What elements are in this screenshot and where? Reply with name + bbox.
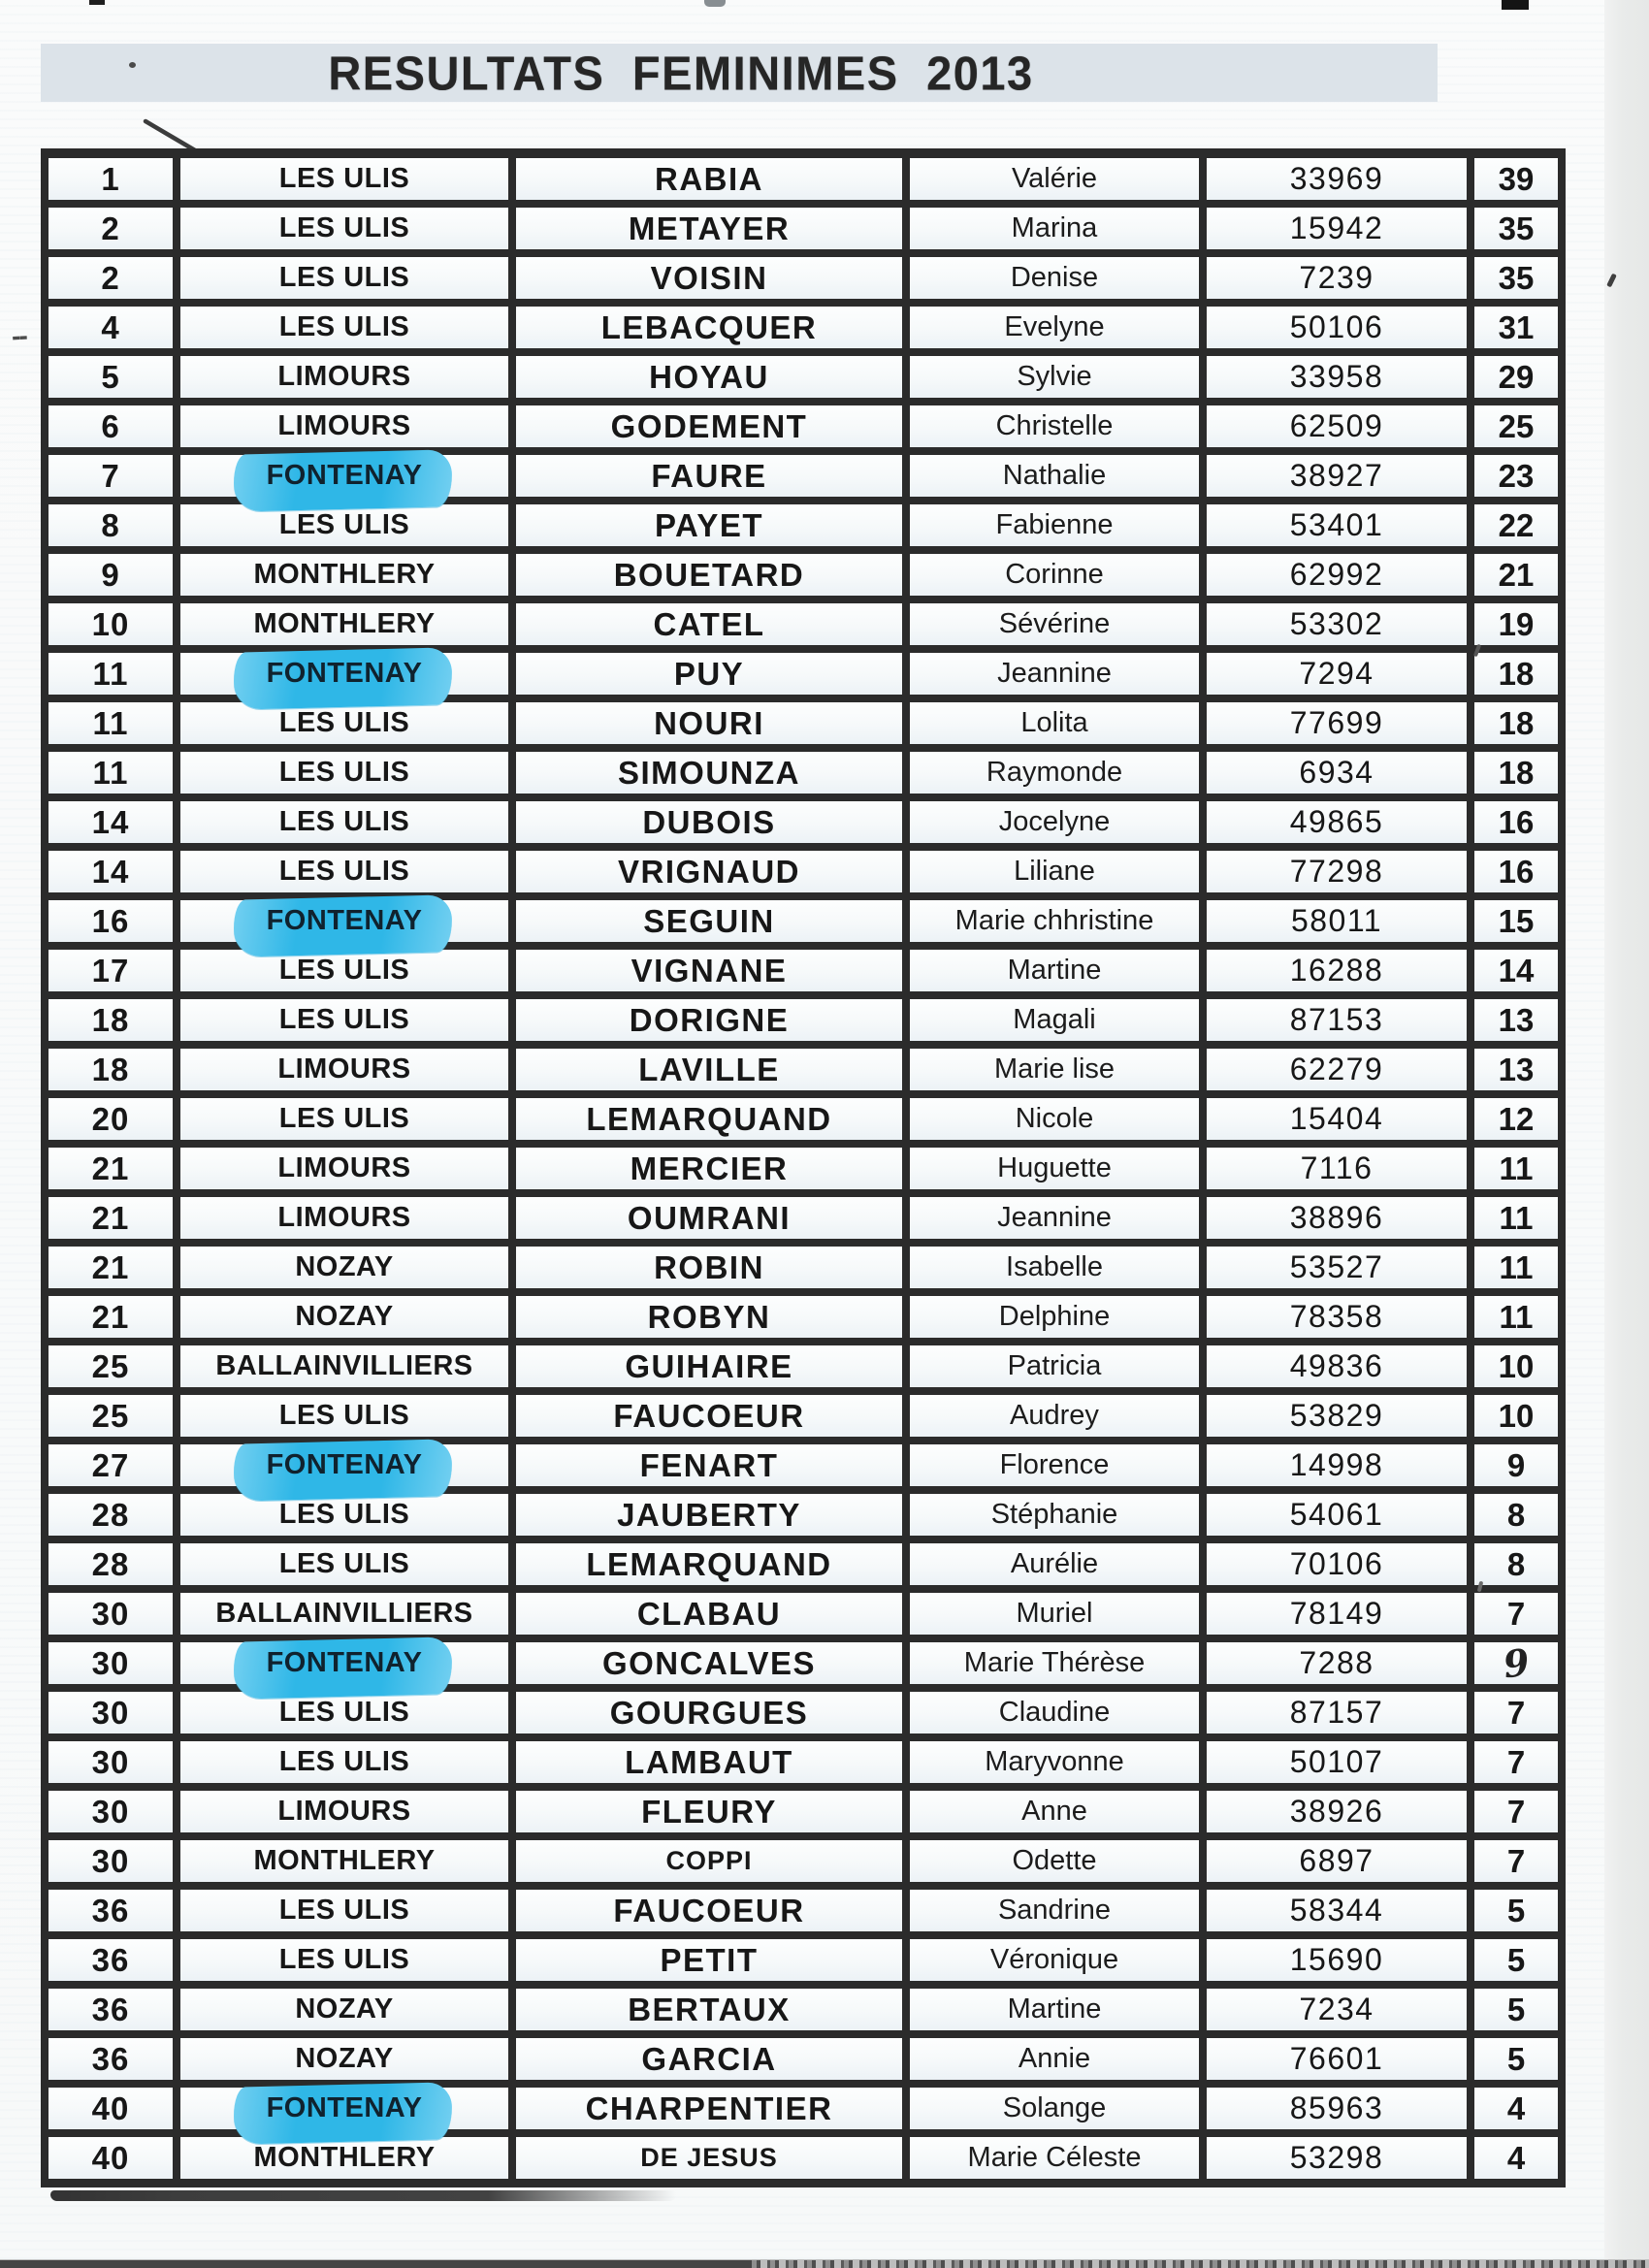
club-cell: LES ULIS bbox=[180, 1692, 508, 1733]
points-cell: 16 bbox=[1474, 801, 1558, 843]
club-cell: NOZAY bbox=[180, 2038, 508, 2080]
license-cell: 7239 bbox=[1207, 257, 1467, 299]
rank-cell: 30 bbox=[48, 1642, 173, 1684]
firstname-cell: Solange bbox=[910, 2088, 1199, 2129]
license-cell: 78149 bbox=[1207, 1593, 1467, 1635]
license-cell: 62279 bbox=[1207, 1049, 1467, 1090]
rank-cell: 4 bbox=[48, 307, 173, 348]
points-cell: 5 bbox=[1474, 1890, 1558, 1931]
club-cell: LES ULIS bbox=[180, 801, 508, 843]
club-cell: NOZAY bbox=[180, 1296, 508, 1338]
rank-cell: 25 bbox=[48, 1395, 173, 1437]
lastname-cell: LEMARQUAND bbox=[516, 1098, 902, 1140]
lastname-cell: GODEMENT bbox=[516, 405, 902, 447]
points-cell: 16 bbox=[1474, 851, 1558, 892]
rank-cell: 18 bbox=[48, 999, 173, 1041]
license-cell: 38927 bbox=[1207, 455, 1467, 497]
license-cell: 78358 bbox=[1207, 1296, 1467, 1338]
firstname-cell: Jocelyne bbox=[910, 801, 1199, 843]
points-cell: 18 bbox=[1474, 702, 1558, 744]
license-cell: 85963 bbox=[1207, 2088, 1467, 2129]
firstname-cell: Claudine bbox=[910, 1692, 1199, 1733]
license-cell: 53401 bbox=[1207, 504, 1467, 546]
firstname-cell: Fabienne bbox=[910, 504, 1199, 546]
license-cell: 33969 bbox=[1207, 158, 1467, 200]
rank-cell: 14 bbox=[48, 851, 173, 892]
points-cell: 8 bbox=[1474, 1494, 1558, 1536]
license-cell: 7294 bbox=[1207, 653, 1467, 695]
pen-dash-mark: -- bbox=[11, 320, 27, 352]
club-cell: LES ULIS bbox=[180, 1494, 508, 1536]
lastname-cell: FAURE bbox=[516, 455, 902, 497]
club-cell: LES ULIS bbox=[180, 257, 508, 299]
club-cell: LES ULIS bbox=[180, 1939, 508, 1981]
club-cell: LES ULIS bbox=[180, 702, 508, 744]
points-cell: 23 bbox=[1474, 455, 1558, 497]
results-table bbox=[41, 148, 1566, 2187]
firstname-cell: Nicole bbox=[910, 1098, 1199, 1140]
firstname-cell: Martine bbox=[910, 950, 1199, 991]
rank-cell: 6 bbox=[48, 405, 173, 447]
points-cell: 4 bbox=[1474, 2088, 1558, 2129]
rank-cell: 40 bbox=[48, 2137, 173, 2179]
lastname-cell: FAUCOEUR bbox=[516, 1890, 902, 1931]
lastname-cell: BOUETARD bbox=[516, 554, 902, 596]
club-cell: LES ULIS bbox=[180, 999, 508, 1041]
license-cell: 70106 bbox=[1207, 1543, 1467, 1585]
rank-cell: 28 bbox=[48, 1543, 173, 1585]
firstname-cell: Denise bbox=[910, 257, 1199, 299]
firstname-cell: Marie chhristine bbox=[910, 900, 1199, 942]
rank-cell: 2 bbox=[48, 257, 173, 299]
firstname-cell: Annie bbox=[910, 2038, 1199, 2080]
club-cell: FONTENAY bbox=[180, 1444, 508, 1486]
rank-cell: 30 bbox=[48, 1593, 173, 1635]
firstname-cell: Sévérine bbox=[910, 603, 1199, 645]
firstname-cell: Isabelle bbox=[910, 1247, 1199, 1288]
club-cell: LIMOURS bbox=[180, 405, 508, 447]
lastname-cell: CLABAU bbox=[516, 1593, 902, 1635]
firstname-cell: Jeannine bbox=[910, 1197, 1199, 1239]
club-cell: BALLAINVILLIERS bbox=[180, 1345, 508, 1387]
club-cell: NOZAY bbox=[180, 1989, 508, 2030]
license-cell: 15942 bbox=[1207, 208, 1467, 249]
firstname-cell: Anne bbox=[910, 1791, 1199, 1832]
points-cell: 9 bbox=[1474, 1642, 1558, 1684]
firstname-cell: Véronique bbox=[910, 1939, 1199, 1981]
lastname-cell: VRIGNAUD bbox=[516, 851, 902, 892]
firstname-cell: Nathalie bbox=[910, 455, 1199, 497]
license-cell: 62992 bbox=[1207, 554, 1467, 596]
points-cell: 11 bbox=[1474, 1296, 1558, 1338]
lastname-cell: COPPI bbox=[516, 1840, 902, 1882]
firstname-cell: Jeannine bbox=[910, 653, 1199, 695]
club-cell: FONTENAY bbox=[180, 900, 508, 942]
license-cell: 87157 bbox=[1207, 1692, 1467, 1733]
points-cell: 22 bbox=[1474, 504, 1558, 546]
license-cell: 50106 bbox=[1207, 307, 1467, 348]
lastname-cell: JAUBERTY bbox=[516, 1494, 902, 1536]
points-cell: 4 bbox=[1474, 2137, 1558, 2179]
license-cell: 77298 bbox=[1207, 851, 1467, 892]
points-cell: 11 bbox=[1474, 1148, 1558, 1189]
scan-bottom-band-striated bbox=[752, 2260, 1649, 2268]
title-band bbox=[41, 44, 1438, 102]
club-cell: LIMOURS bbox=[180, 1049, 508, 1090]
points-cell: 35 bbox=[1474, 208, 1558, 249]
rank-cell: 5 bbox=[48, 356, 173, 398]
license-cell: 53829 bbox=[1207, 1395, 1467, 1437]
club-cell: LES ULIS bbox=[180, 1890, 508, 1931]
rank-cell: 36 bbox=[48, 2038, 173, 2080]
rank-cell: 11 bbox=[48, 653, 173, 695]
club-cell: FONTENAY bbox=[180, 1642, 508, 1684]
points-cell: 21 bbox=[1474, 554, 1558, 596]
scan-edge-mark bbox=[704, 0, 726, 7]
license-cell: 76601 bbox=[1207, 2038, 1467, 2080]
rank-cell: 7 bbox=[48, 455, 173, 497]
lastname-cell: ROBYN bbox=[516, 1296, 902, 1338]
points-cell: 10 bbox=[1474, 1345, 1558, 1387]
points-cell: 29 bbox=[1474, 356, 1558, 398]
points-cell: 35 bbox=[1474, 257, 1558, 299]
points-cell: 19 bbox=[1474, 603, 1558, 645]
firstname-cell: Delphine bbox=[910, 1296, 1199, 1338]
lastname-cell: LEMARQUAND bbox=[516, 1543, 902, 1585]
club-cell: LIMOURS bbox=[180, 1197, 508, 1239]
firstname-cell: Huguette bbox=[910, 1148, 1199, 1189]
license-cell: 14998 bbox=[1207, 1444, 1467, 1486]
scan-edge-shadow bbox=[1604, 0, 1649, 2268]
license-cell: 6934 bbox=[1207, 752, 1467, 794]
rank-cell: 1 bbox=[48, 158, 173, 200]
points-cell: 5 bbox=[1474, 2038, 1558, 2080]
rank-cell: 30 bbox=[48, 1692, 173, 1733]
license-cell: 53527 bbox=[1207, 1247, 1467, 1288]
firstname-cell: Raymonde bbox=[910, 752, 1199, 794]
lastname-cell: LAMBAUT bbox=[516, 1741, 902, 1783]
firstname-cell: Audrey bbox=[910, 1395, 1199, 1437]
points-cell: 5 bbox=[1474, 1989, 1558, 2030]
lastname-cell: ROBIN bbox=[516, 1247, 902, 1288]
club-cell: LES ULIS bbox=[180, 208, 508, 249]
license-cell: 33958 bbox=[1207, 356, 1467, 398]
rank-cell: 14 bbox=[48, 801, 173, 843]
club-cell: LIMOURS bbox=[180, 356, 508, 398]
lastname-cell: RABIA bbox=[516, 158, 902, 200]
rank-cell: 28 bbox=[48, 1494, 173, 1536]
rank-cell: 9 bbox=[48, 554, 173, 596]
rank-cell: 30 bbox=[48, 1840, 173, 1882]
firstname-cell: Magali bbox=[910, 999, 1199, 1041]
lastname-cell: HOYAU bbox=[516, 356, 902, 398]
points-cell: 39 bbox=[1474, 158, 1558, 200]
club-cell: NOZAY bbox=[180, 1247, 508, 1288]
rank-cell: 2 bbox=[48, 208, 173, 249]
license-cell: 7288 bbox=[1207, 1642, 1467, 1684]
lastname-cell: CATEL bbox=[516, 603, 902, 645]
license-cell: 62509 bbox=[1207, 405, 1467, 447]
license-cell: 15404 bbox=[1207, 1098, 1467, 1140]
club-cell: LES ULIS bbox=[180, 307, 508, 348]
rank-cell: 21 bbox=[48, 1197, 173, 1239]
lastname-cell: VOISIN bbox=[516, 257, 902, 299]
license-cell: 49865 bbox=[1207, 801, 1467, 843]
rank-cell: 30 bbox=[48, 1741, 173, 1783]
points-cell: 10 bbox=[1474, 1395, 1558, 1437]
club-cell: MONTHLERY bbox=[180, 1840, 508, 1882]
scan-bottom-band bbox=[0, 2259, 1649, 2268]
license-cell: 38896 bbox=[1207, 1197, 1467, 1239]
lastname-cell: MERCIER bbox=[516, 1148, 902, 1189]
scan-edge-mark bbox=[89, 0, 105, 5]
lastname-cell: DORIGNE bbox=[516, 999, 902, 1041]
firstname-cell: Valérie bbox=[910, 158, 1199, 200]
lastname-cell: CHARPENTIER bbox=[516, 2088, 902, 2129]
rank-cell: 10 bbox=[48, 603, 173, 645]
points-cell: 11 bbox=[1474, 1197, 1558, 1239]
license-cell: 7116 bbox=[1207, 1148, 1467, 1189]
rank-cell: 36 bbox=[48, 1989, 173, 2030]
club-cell: LES ULIS bbox=[180, 1395, 508, 1437]
points-cell: 9 bbox=[1474, 1444, 1558, 1486]
firstname-cell: Marie Céleste bbox=[910, 2137, 1199, 2179]
firstname-cell: Maryvonne bbox=[910, 1741, 1199, 1783]
lastname-cell: LAVILLE bbox=[516, 1049, 902, 1090]
points-cell: 31 bbox=[1474, 307, 1558, 348]
page-title: RESULTATS FEMINIMES 2013 bbox=[328, 46, 1034, 100]
lastname-cell: SEGUIN bbox=[516, 900, 902, 942]
rank-cell: 30 bbox=[48, 1791, 173, 1832]
firstname-cell: Florence bbox=[910, 1444, 1199, 1486]
license-cell: 53298 bbox=[1207, 2137, 1467, 2179]
club-cell: LES ULIS bbox=[180, 1098, 508, 1140]
club-cell: LES ULIS bbox=[180, 1741, 508, 1783]
points-cell: 7 bbox=[1474, 1840, 1558, 1882]
rank-cell: 21 bbox=[48, 1296, 173, 1338]
club-cell: LIMOURS bbox=[180, 1148, 508, 1189]
scan-bottom-band-solid bbox=[0, 2260, 752, 2268]
rank-cell: 21 bbox=[48, 1247, 173, 1288]
points-cell: 7 bbox=[1474, 1593, 1558, 1635]
license-cell: 7234 bbox=[1207, 1989, 1467, 2030]
rank-cell: 36 bbox=[48, 1939, 173, 1981]
firstname-cell: Odette bbox=[910, 1840, 1199, 1882]
club-cell: LES ULIS bbox=[180, 504, 508, 546]
points-cell: 25 bbox=[1474, 405, 1558, 447]
firstname-cell: Muriel bbox=[910, 1593, 1199, 1635]
rank-cell: 25 bbox=[48, 1345, 173, 1387]
rank-cell: 40 bbox=[48, 2088, 173, 2129]
points-cell: 14 bbox=[1474, 950, 1558, 991]
lastname-cell: OUMRANI bbox=[516, 1197, 902, 1239]
club-cell: MONTHLERY bbox=[180, 2137, 508, 2179]
lastname-cell: GARCIA bbox=[516, 2038, 902, 2080]
lastname-cell: GOURGUES bbox=[516, 1692, 902, 1733]
firstname-cell: Stéphanie bbox=[910, 1494, 1199, 1536]
points-cell: 18 bbox=[1474, 653, 1558, 695]
club-cell: MONTHLERY bbox=[180, 554, 508, 596]
points-cell: 13 bbox=[1474, 1049, 1558, 1090]
club-cell: LES ULIS bbox=[180, 851, 508, 892]
lastname-cell: VIGNANE bbox=[516, 950, 902, 991]
lastname-cell: NOURI bbox=[516, 702, 902, 744]
lastname-cell: PETIT bbox=[516, 1939, 902, 1981]
firstname-cell: Corinne bbox=[910, 554, 1199, 596]
firstname-cell: Liliane bbox=[910, 851, 1199, 892]
club-cell: LES ULIS bbox=[180, 158, 508, 200]
club-cell: MONTHLERY bbox=[180, 603, 508, 645]
club-cell: FONTENAY bbox=[180, 653, 508, 695]
license-cell: 49836 bbox=[1207, 1345, 1467, 1387]
rank-cell: 21 bbox=[48, 1148, 173, 1189]
rank-cell: 17 bbox=[48, 950, 173, 991]
points-cell: 5 bbox=[1474, 1939, 1558, 1981]
lastname-cell: SIMOUNZA bbox=[516, 752, 902, 794]
lastname-cell: GONCALVES bbox=[516, 1642, 902, 1684]
rank-cell: 11 bbox=[48, 752, 173, 794]
club-cell: LES ULIS bbox=[180, 950, 508, 991]
club-cell: LES ULIS bbox=[180, 1543, 508, 1585]
club-cell: FONTENAY bbox=[180, 2088, 508, 2129]
ink-smudge bbox=[50, 2190, 676, 2201]
club-cell: FONTENAY bbox=[180, 455, 508, 497]
rank-cell: 16 bbox=[48, 900, 173, 942]
license-cell: 16288 bbox=[1207, 950, 1467, 991]
firstname-cell: Evelyne bbox=[910, 307, 1199, 348]
pen-dot-mark bbox=[129, 62, 136, 68]
lastname-cell: FAUCOEUR bbox=[516, 1395, 902, 1437]
rank-cell: 36 bbox=[48, 1890, 173, 1931]
lastname-cell: GUIHAIRE bbox=[516, 1345, 902, 1387]
firstname-cell: Marie lise bbox=[910, 1049, 1199, 1090]
points-cell: 7 bbox=[1474, 1741, 1558, 1783]
rank-cell: 27 bbox=[48, 1444, 173, 1486]
license-cell: 58011 bbox=[1207, 900, 1467, 942]
points-cell: 11 bbox=[1474, 1247, 1558, 1288]
rank-cell: 20 bbox=[48, 1098, 173, 1140]
club-cell: LES ULIS bbox=[180, 752, 508, 794]
firstname-cell: Marie Thérèse bbox=[910, 1642, 1199, 1684]
license-cell: 54061 bbox=[1207, 1494, 1467, 1536]
firstname-cell: Aurélie bbox=[910, 1543, 1199, 1585]
rank-cell: 8 bbox=[48, 504, 173, 546]
firstname-cell: Sandrine bbox=[910, 1890, 1199, 1931]
lastname-cell: DUBOIS bbox=[516, 801, 902, 843]
scan-edge-mark bbox=[1502, 0, 1529, 10]
license-cell: 38926 bbox=[1207, 1791, 1467, 1832]
points-cell: 7 bbox=[1474, 1791, 1558, 1832]
rank-cell: 11 bbox=[48, 702, 173, 744]
firstname-cell: Sylvie bbox=[910, 356, 1199, 398]
firstname-cell: Martine bbox=[910, 1989, 1199, 2030]
lastname-cell: FENART bbox=[516, 1444, 902, 1486]
points-cell: 15 bbox=[1474, 900, 1558, 942]
points-cell: 8 bbox=[1474, 1543, 1558, 1585]
license-cell: 53302 bbox=[1207, 603, 1467, 645]
firstname-cell: Christelle bbox=[910, 405, 1199, 447]
points-cell: 12 bbox=[1474, 1098, 1558, 1140]
lastname-cell: LEBACQUER bbox=[516, 307, 902, 348]
license-cell: 77699 bbox=[1207, 702, 1467, 744]
firstname-cell: Marina bbox=[910, 208, 1199, 249]
lastname-cell: PUY bbox=[516, 653, 902, 695]
points-cell: 13 bbox=[1474, 999, 1558, 1041]
license-cell: 15690 bbox=[1207, 1939, 1467, 1981]
points-cell: 18 bbox=[1474, 752, 1558, 794]
lastname-cell: BERTAUX bbox=[516, 1989, 902, 2030]
license-cell: 87153 bbox=[1207, 999, 1467, 1041]
lastname-cell: PAYET bbox=[516, 504, 902, 546]
license-cell: 58344 bbox=[1207, 1890, 1467, 1931]
lastname-cell: FLEURY bbox=[516, 1791, 902, 1832]
firstname-cell: Patricia bbox=[910, 1345, 1199, 1387]
license-cell: 6897 bbox=[1207, 1840, 1467, 1882]
lastname-cell: DE JESUS bbox=[516, 2137, 902, 2179]
club-cell: BALLAINVILLIERS bbox=[180, 1593, 508, 1635]
lastname-cell: METAYER bbox=[516, 208, 902, 249]
points-cell: 7 bbox=[1474, 1692, 1558, 1733]
license-cell: 50107 bbox=[1207, 1741, 1467, 1783]
club-cell: LIMOURS bbox=[180, 1791, 508, 1832]
rank-cell: 18 bbox=[48, 1049, 173, 1090]
firstname-cell: Lolita bbox=[910, 702, 1199, 744]
